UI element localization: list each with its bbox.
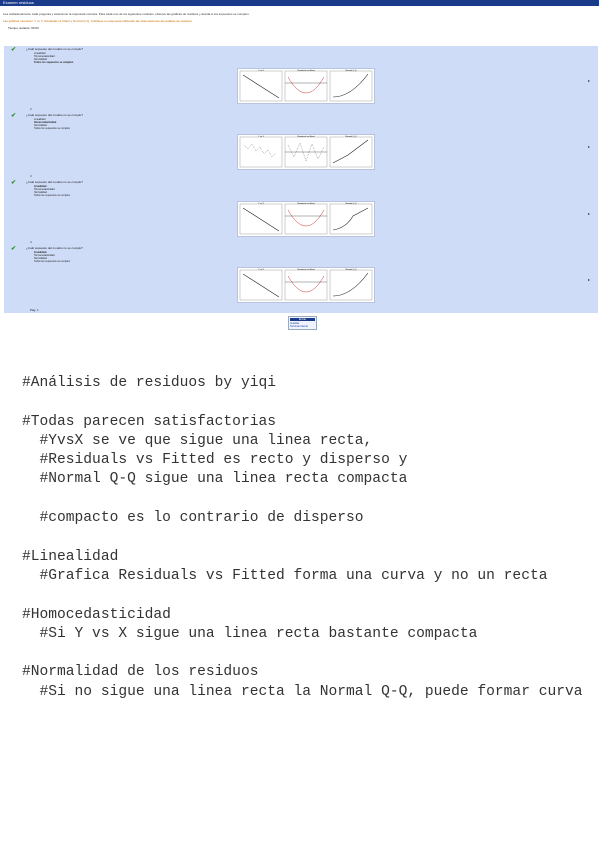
- flag-icon[interactable]: ▸: [587, 78, 590, 83]
- chart-title-1: Y vs X: [258, 135, 264, 138]
- note-line: #compacto es lo contrario de disperso: [22, 510, 364, 527]
- notes-block: [22, 374, 583, 702]
- residual-plots: [237, 68, 375, 104]
- flag-icon[interactable]: ▸: [587, 144, 590, 149]
- note-line: #Normal Q-Q sigue una linea recta compacta: [22, 471, 408, 488]
- question-title: ¿Cuál supuesto del modelo no se cumple?: [26, 180, 83, 184]
- submit-button[interactable]: Enviar: [290, 318, 315, 321]
- save-link[interactable]: Guardar: [290, 322, 300, 325]
- question-1: [4, 46, 598, 112]
- instructions-line-1: Lea cuidadosamente cada pregunta y seleccione la respuesta correcta. Para cada uno de los siguientes modelos, observe las gráficas de residuos y decida si los supuestos se cumplen.: [3, 12, 250, 16]
- option-4[interactable]: Todos los supuestos se cumplen: [34, 194, 71, 197]
- chart-title-2: Residuals vs Fitted: [297, 135, 315, 138]
- question-2: [4, 107, 598, 178]
- chart-title-2: Residuals vs Fitted: [297, 202, 315, 205]
- residual-plots: [237, 134, 375, 170]
- note-line: #Análisis de residuos by yiqi: [22, 375, 276, 391]
- time-remaining: Tiempo restante: 00:00: [8, 26, 39, 30]
- note-line: [22, 586, 583, 605]
- chart-title-3: Normal Q-Q: [345, 268, 357, 271]
- residual-plots-svg: [238, 268, 374, 302]
- chart-title-2: Residuals vs Fitted: [297, 268, 315, 271]
- option-1[interactable]: Linealidad: [34, 118, 46, 121]
- check-icon: ✔: [11, 113, 17, 119]
- chart-title-1: Y vs X: [258, 202, 264, 205]
- question-title: ¿Cuál supuesto del modelo no se cumple?: [26, 47, 83, 51]
- note-line: #Si no sigue una linea recta la Normal Q-Q, puede formar curva: [22, 683, 583, 700]
- title-bar: [0, 0, 599, 6]
- option-1[interactable]: Linealidad: [34, 251, 47, 254]
- residual-plots-svg: [238, 69, 374, 103]
- option-4[interactable]: Todos los supuestos se cumplen: [34, 61, 74, 64]
- note-line: #Si Y vs X sigue una linea recta bastante compacta: [22, 625, 478, 642]
- note-line: #Homocedasticidad: [22, 606, 171, 623]
- note-line: [22, 528, 583, 547]
- chart-title-2: Residuals vs Fitted: [297, 69, 315, 72]
- option-3[interactable]: Normalidad: [34, 58, 47, 61]
- residual-plots-svg: [238, 135, 374, 169]
- note-line: #Grafica Residuals vs Fitted forma una curva y no un recta: [22, 567, 548, 584]
- note-line: #Todas parecen satisfactorias: [22, 413, 276, 430]
- note-line: [22, 393, 583, 412]
- option-2[interactable]: Homocedasticidad: [34, 121, 57, 124]
- check-icon: ✔: [11, 180, 17, 186]
- option-4[interactable]: Todos los supuestos se cumplen: [34, 127, 71, 130]
- window-title: Examen residuos: [3, 0, 34, 5]
- question-number: 2: [30, 107, 32, 111]
- check-icon: ✔: [11, 47, 17, 53]
- flag-icon[interactable]: ▸: [587, 211, 590, 216]
- note-line: #Linealidad: [22, 548, 119, 565]
- instructions-line-2: Las gráficas muestran: Y vs X, Residuals vs Fitted y Normal Q-Q. Justifique su respuesta utilizando las observaciones del análisis de residuos.: [3, 19, 193, 23]
- option-2[interactable]: Homocedasticidad: [34, 188, 55, 191]
- check-icon: ✔: [11, 246, 17, 252]
- option-4[interactable]: Todos los supuestos se cumplen: [34, 260, 71, 263]
- option-3[interactable]: Normalidad: [34, 124, 47, 127]
- question-4: [4, 240, 598, 311]
- question-title: ¿Cuál supuesto del modelo no se cumple?: [26, 246, 83, 250]
- option-1[interactable]: Linealidad: [34, 185, 47, 188]
- option-2[interactable]: Homocedasticidad: [34, 55, 55, 58]
- question-title: ¿Cuál supuesto del modelo no se cumple?: [26, 113, 83, 117]
- page-label: Pág. 1: [30, 308, 39, 312]
- note-line: #Normalidad de los residuos: [22, 664, 259, 681]
- chart-title-3: Normal Q-Q: [345, 69, 357, 72]
- chart-title-1: Y vs X: [258, 69, 264, 72]
- submit-box: [288, 316, 317, 330]
- residual-plots: [237, 267, 375, 303]
- residual-plots: [237, 201, 375, 237]
- chart-title-1: Y vs X: [258, 268, 264, 271]
- question-number: 3: [30, 174, 32, 178]
- chart-title-3: Normal Q-Q: [345, 135, 357, 138]
- flag-icon[interactable]: ▸: [587, 277, 590, 282]
- option-1[interactable]: Linealidad: [34, 52, 46, 55]
- note-line: [22, 644, 583, 663]
- finish-attempt-link[interactable]: Terminar intento: [290, 325, 308, 328]
- option-3[interactable]: Normalidad: [34, 257, 47, 260]
- questions-panel: [4, 46, 598, 313]
- option-2[interactable]: Homocedasticidad: [34, 254, 55, 257]
- question-3: [4, 174, 598, 245]
- note-line: [22, 490, 583, 509]
- note-line: #YvsX se ve que sigue una linea recta,: [22, 432, 373, 449]
- residual-plots-svg: [238, 202, 374, 236]
- option-3[interactable]: Normalidad: [34, 191, 47, 194]
- note-line: #Residuals vs Fitted es recto y disperso y: [22, 452, 408, 469]
- question-number: 4: [30, 240, 32, 244]
- chart-title-3: Normal Q-Q: [345, 202, 357, 205]
